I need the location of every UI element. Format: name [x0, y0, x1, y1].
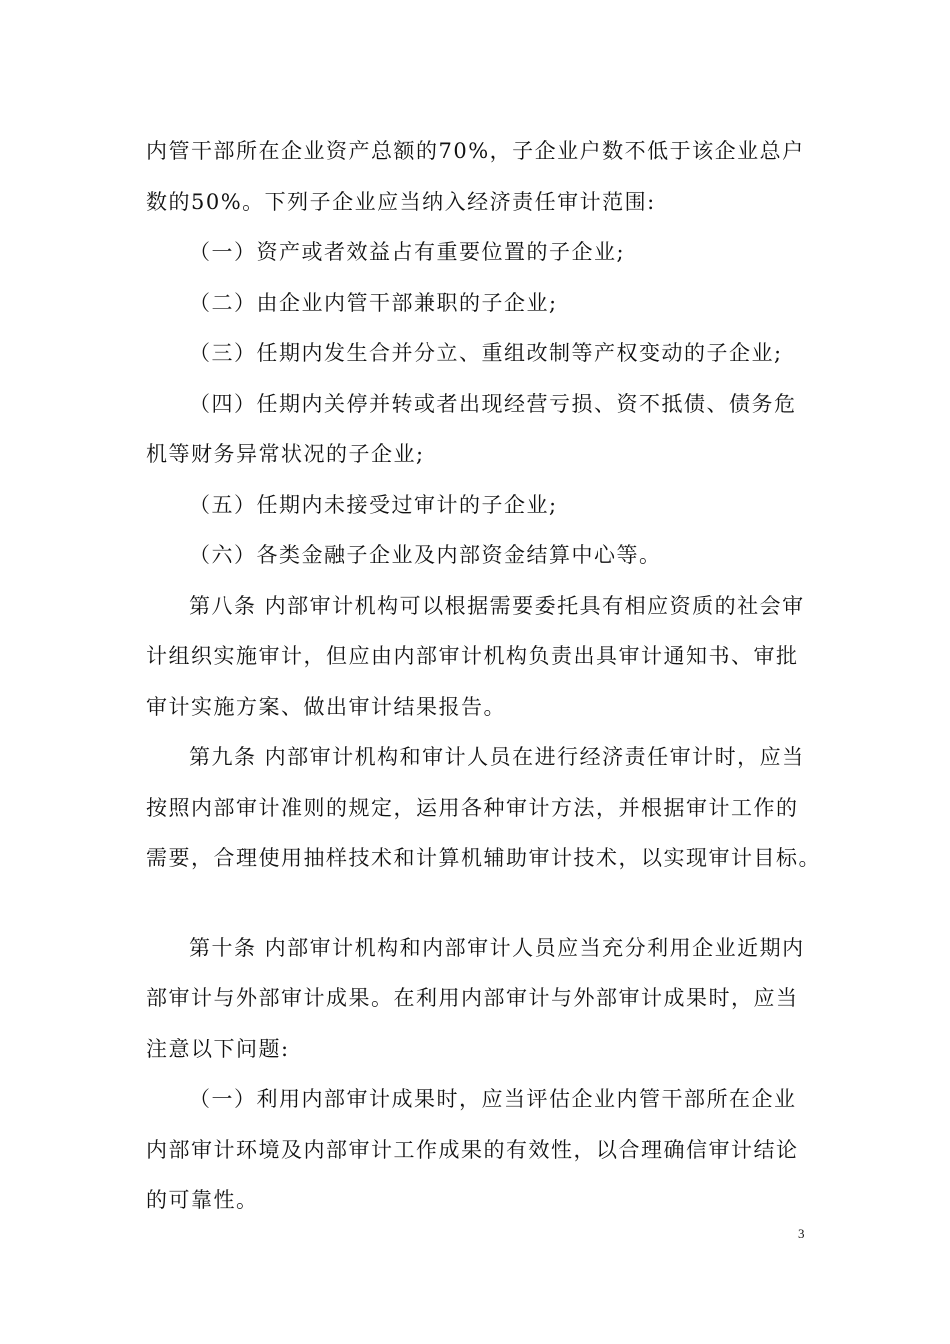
list-item: （五）任期内未接受过审计的子企业;	[189, 492, 558, 517]
text-line: 注意以下问题:	[146, 1036, 290, 1061]
text-line: 部审计与外部审计成果。在利用内部审计与外部审计成果时，应当	[146, 986, 799, 1010]
list-item: （一）资产或者效益占有重要位置的子企业;	[189, 240, 626, 264]
text-line: 内部审计环境及内部审计工作成果的有效性，以合理确信审计结论	[146, 1137, 799, 1162]
list-item: （一）利用内部审计成果时，应当评估企业内管干部所在企业	[189, 1087, 797, 1111]
list-item: （四）任期内关停并转或者出现经营亏损、资不抵债、债务危	[189, 391, 797, 416]
document-body	[146, 126, 821, 1226]
text-line: 的可靠性。	[146, 1188, 259, 1212]
page-number: 3	[798, 1226, 805, 1241]
text-line: 机等财务异常状况的子企业;	[146, 442, 425, 466]
list-item: （二）由企业内管干部兼职的子企业;	[189, 290, 558, 315]
paragraph-gap	[146, 884, 810, 923]
text-line: 数的50%。下列子企业应当纳入经济责任审计范围:	[146, 189, 656, 214]
article-10-heading: 第十条 内部审计机构和内部审计人员应当充分利用企业近期内	[189, 935, 805, 960]
text-line: 审计实施方案、做出审计结果报告。	[146, 694, 506, 719]
text-line: 需要，合理使用抽样技术和计算机辅助审计技术，以实现审计目标。	[146, 846, 821, 870]
list-item: （三）任期内发生合并分立、重组改制等产权变动的子企业;	[189, 341, 783, 365]
text-line: 计组织实施审计，但应由内部审计机构负责出具审计通知书、审批	[146, 644, 799, 668]
list-item: （六）各类金融子企业及内部资金结算中心等。	[189, 543, 662, 567]
article-8-heading: 第八条 内部审计机构可以根据需要委托具有相应资质的社会审	[189, 593, 805, 618]
text-line: 按照内部审计准则的规定，运用各种审计方法，并根据审计工作的	[146, 795, 799, 820]
article-9-heading: 第九条 内部审计机构和审计人员在进行经济责任审计时，应当	[189, 745, 805, 769]
text-line: 内管干部所在企业资产总额的70%，子企业户数不低于该企业总户	[146, 139, 805, 163]
